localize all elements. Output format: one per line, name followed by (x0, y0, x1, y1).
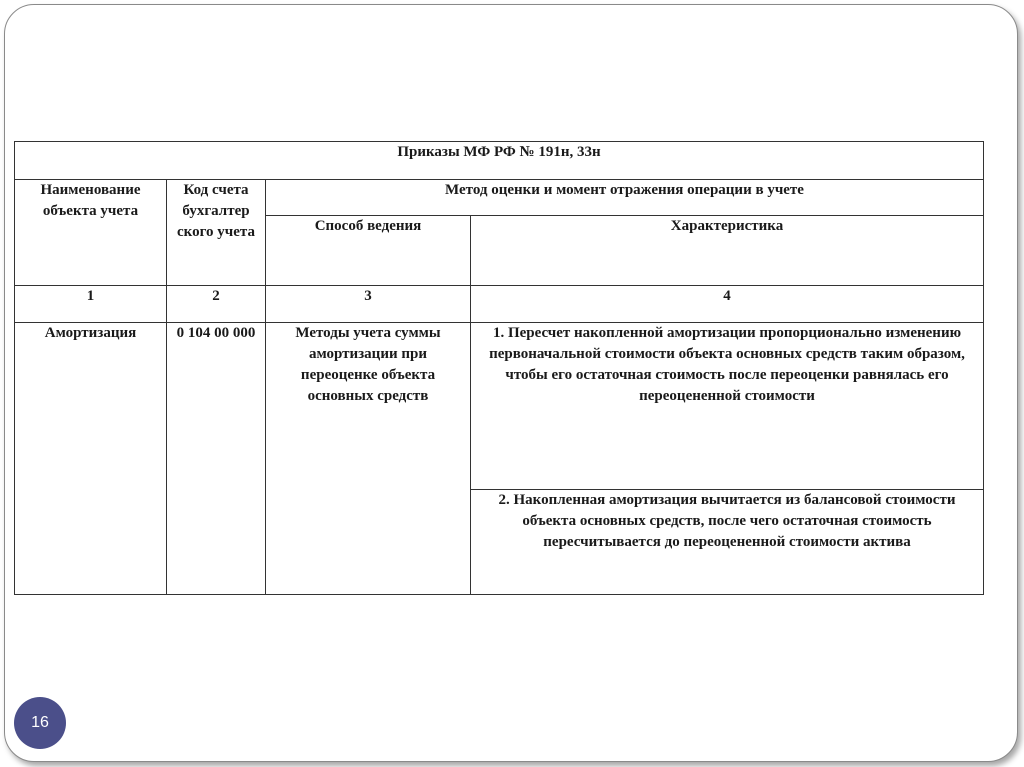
header-method: Способ ведения (266, 216, 471, 286)
table-title: Приказы МФ РФ № 191н, 33н (15, 142, 984, 180)
column-number-1: 1 (15, 286, 167, 323)
header-object-name: Наименование объекта учета (15, 180, 167, 286)
cell-method: Методы учета суммы амортизации при переоценке объекта основных средств (266, 323, 471, 595)
methods-table (14, 141, 984, 595)
cell-characteristic-1: 1. Пересчет накопленной амортизации пропорционально изменению первоначальной стоимости объекта основных средств таким образом, чтобы его остаточная стоимость после переоценки равнялась его переоцененной стоимости (471, 323, 984, 490)
column-number-2: 2 (167, 286, 266, 323)
header-characteristic: Характеристика (471, 216, 984, 286)
table-title-row (15, 142, 984, 180)
column-number-row (15, 286, 984, 323)
cell-characteristic-2: 2. Накопленная амортизация вычитается из балансовой стоимости объекта основных средств, после чего остаточная стоимость пересчитывается до переоцененной стоимости актива (471, 490, 984, 595)
header-account-code: Код счета бухгалтер ского учета (167, 180, 266, 286)
page-number-badge: 16 (14, 697, 66, 749)
header-row (15, 180, 984, 216)
table-row (15, 323, 984, 490)
cell-code: 0 104 00 000 (167, 323, 266, 595)
cell-object: Амортизация (15, 323, 167, 595)
column-number-3: 3 (266, 286, 471, 323)
header-method-group: Метод оценки и момент отражения операции в учете (266, 180, 984, 216)
column-number-4: 4 (471, 286, 984, 323)
